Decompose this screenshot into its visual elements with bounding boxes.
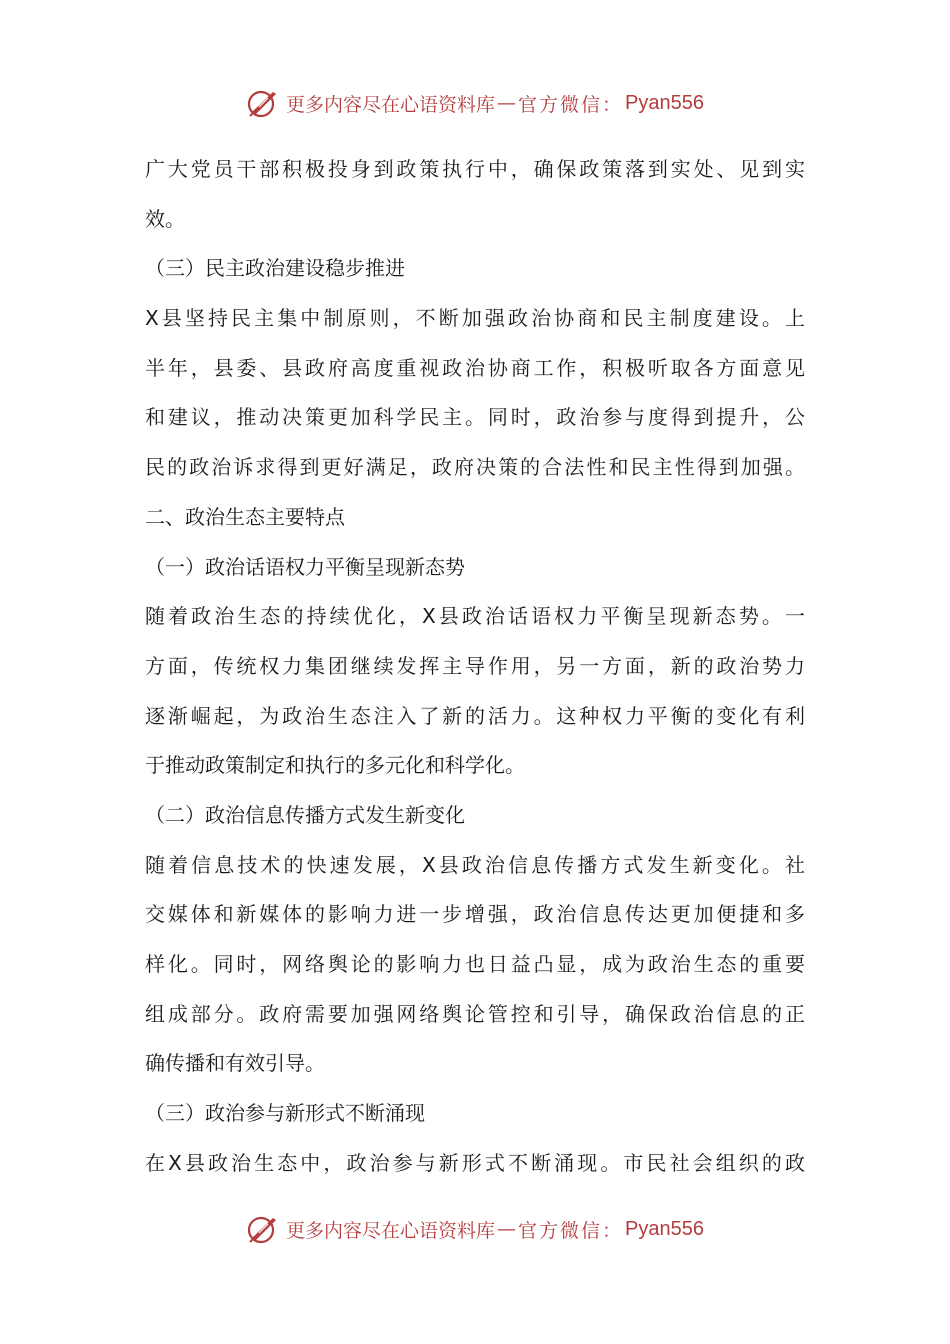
banner-prefix: 更多内容尽在心语资料库 <box>286 1219 496 1242</box>
quill-pen-circle-icon <box>246 1212 280 1246</box>
section-heading: （二）政治信息传播方式发生新变化 <box>145 802 465 827</box>
body-line: 交媒体和新媒体的影响力进一步增强，政治信息传达更加便捷和多 <box>145 902 805 927</box>
body-line: 随着信息技术的快速发展，X县政治信息传播方式发生新变化。社 <box>145 852 805 877</box>
body-line: 在X县政治生态中，政治参与新形式不断涌现。市民社会组织的政 <box>145 1150 805 1175</box>
banner-dash: — <box>497 1218 517 1240</box>
chapter-heading: 二、政治生态主要特点 <box>145 504 345 529</box>
body-line: 效。 <box>145 206 185 231</box>
body-line: 确传播和有效引导。 <box>145 1051 325 1076</box>
banner-wechat-label: 官方微信： <box>518 1219 624 1242</box>
header-watermark-banner <box>0 83 950 123</box>
banner-prefix: 更多内容尽在心语资料库 <box>286 93 496 116</box>
body-line: 于推动政策制定和执行的多元化和科学化。 <box>145 753 525 778</box>
quill-pen-circle-icon <box>246 86 280 120</box>
body-line: 方面，传统权力集团继续发挥主导作用，另一方面，新的政治势力 <box>145 653 805 678</box>
section-heading: （三）政治参与新形式不断涌现 <box>145 1101 425 1126</box>
body-line: 半年，县委、县政府高度重视政治协商工作，积极听取各方面意见 <box>145 355 805 380</box>
banner-wechat-account: Pyan556 <box>625 1217 704 1240</box>
footer-watermark-banner <box>0 1209 950 1249</box>
body-line: X县坚持民主集中制原则，不断加强政治协商和民主制度建设。上 <box>145 306 805 331</box>
body-line: 逐渐崛起，为政治生态注入了新的活力。这种权力平衡的变化有利 <box>145 703 805 728</box>
document-body <box>145 145 805 1188</box>
body-line: 和建议，推动决策更加科学民主。同时，政治参与度得到提升，公 <box>145 405 805 430</box>
section-heading: （一）政治话语权力平衡呈现新态势 <box>145 554 465 579</box>
body-line: 广大党员干部积极投身到政策执行中，确保政策落到实处、见到实 <box>145 157 805 181</box>
body-line: 样化。同时，网络舆论的影响力也日益凸显，成为政治生态的重要 <box>145 952 805 976</box>
banner-dash: — <box>497 92 517 114</box>
banner-wechat-account: Pyan556 <box>625 91 704 114</box>
body-line: 民的政治诉求得到更好满足，政府决策的合法性和民主性得到加强。 <box>145 455 805 480</box>
body-line: 组成部分。政府需要加强网络舆论管控和引导，确保政治信息的正 <box>145 1001 805 1026</box>
body-line: 随着政治生态的持续优化，X县政治话语权力平衡呈现新态势。一 <box>145 604 805 629</box>
banner-wechat-label: 官方微信： <box>518 93 624 116</box>
section-heading: （三）民主政治建设稳步推进 <box>145 256 405 281</box>
